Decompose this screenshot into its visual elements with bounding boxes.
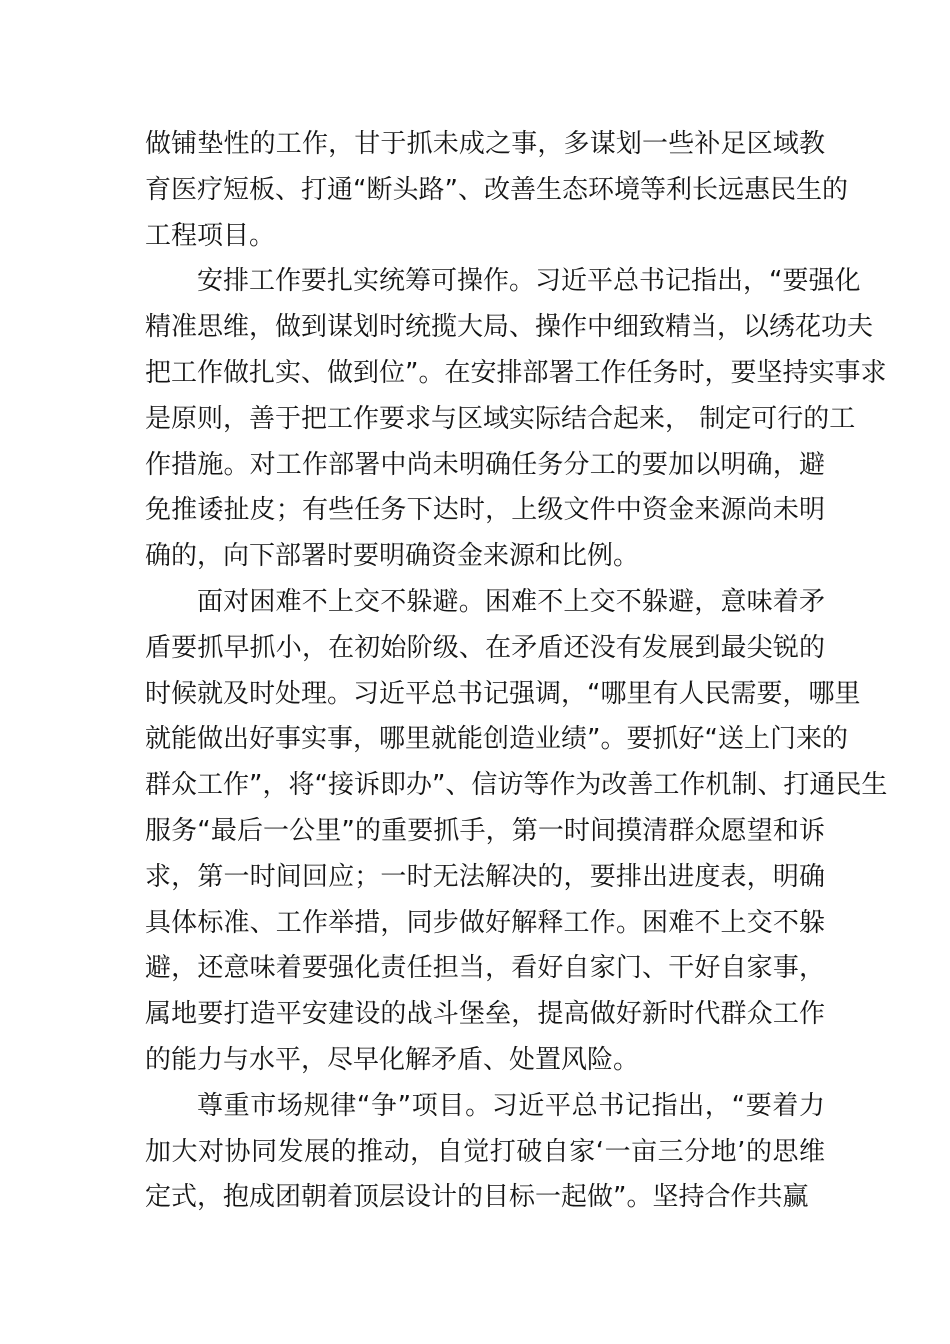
- text-line: 具体标准、工作举措，同步做好解释工作。困难不上交不躲: [145, 907, 825, 938]
- text-line: 避，还意味着要强化责任担当，看好自家门、干好自家事，: [145, 953, 825, 984]
- text-line: 精准思维，做到谋划时统揽大局、操作中细致精当，以绣花功夫: [145, 312, 874, 343]
- text-line: 免推诿扯皮；有些任务下达时，上级文件中资金来源尚未明: [145, 495, 825, 526]
- text-line: 育医疗短板、打通“断头路”、改善生态环境等利长远惠民生的: [145, 174, 848, 205]
- text-line: 加大对协同发展的推动，自觉打破自家‘一亩三分地’的思维: [145, 1136, 825, 1167]
- text-line: 的能力与水平，尽早化解矛盾、处置风险。: [145, 1044, 640, 1075]
- text-line: 定式，抱成团朝着顶层设计的目标一起做”。坚持合作共赢: [145, 1182, 809, 1213]
- paragraph-heading-line: 尊重市场规律“争”项目。习近平总书记指出，“要着力: [197, 1090, 825, 1121]
- body-text: [145, 122, 888, 1221]
- text-line: 属地要打造平安建设的战斗堡垒，提高做好新时代群众工作: [145, 999, 825, 1030]
- text-line: 时候就及时处理。习近平总书记强调，“哪里有人民需要，哪里: [145, 678, 861, 709]
- text-line: 确的，向下部署时要明确资金来源和比例。: [145, 541, 640, 572]
- text-line: 做铺垫性的工作，甘于抓未成之事，多谋划一些补足区域教: [145, 129, 825, 159]
- text-line: 群众工作”，将“接诉即办”、信访等作为改善工作机制、打通民生: [145, 770, 888, 801]
- text-line: 作措施。对工作部署中尚未明确任务分工的要加以明确，避: [145, 449, 825, 480]
- text-line: 求，第一时间回应；一时无法解决的，要排出进度表，明确: [145, 861, 825, 892]
- text-line: 把工作做扎实、做到位”。在安排部署工作任务时，要坚持实事求: [145, 357, 887, 388]
- text-line: 工程项目。: [145, 220, 276, 251]
- text-line: 服务“最后一公里”的重要抓手，第一时间摸清群众愿望和诉: [145, 815, 825, 846]
- paragraph-heading-line: 面对困难不上交不躲避。困难不上交不躲避，意味着矛: [197, 586, 825, 617]
- text-line: 是原则，善于把工作要求与区域实际结合起来， 制定可行的工: [145, 403, 856, 434]
- text-line: 就能做出好事实事，哪里就能创造业绩”。要抓好“送上门来的: [145, 724, 848, 755]
- text-line: 盾要抓早抓小，在初始阶级、在矛盾还没有发展到最尖锐的: [145, 632, 825, 663]
- paragraph-heading-line: 安排工作要扎实统筹可操作。习近平总书记指出，“要强化: [197, 266, 861, 297]
